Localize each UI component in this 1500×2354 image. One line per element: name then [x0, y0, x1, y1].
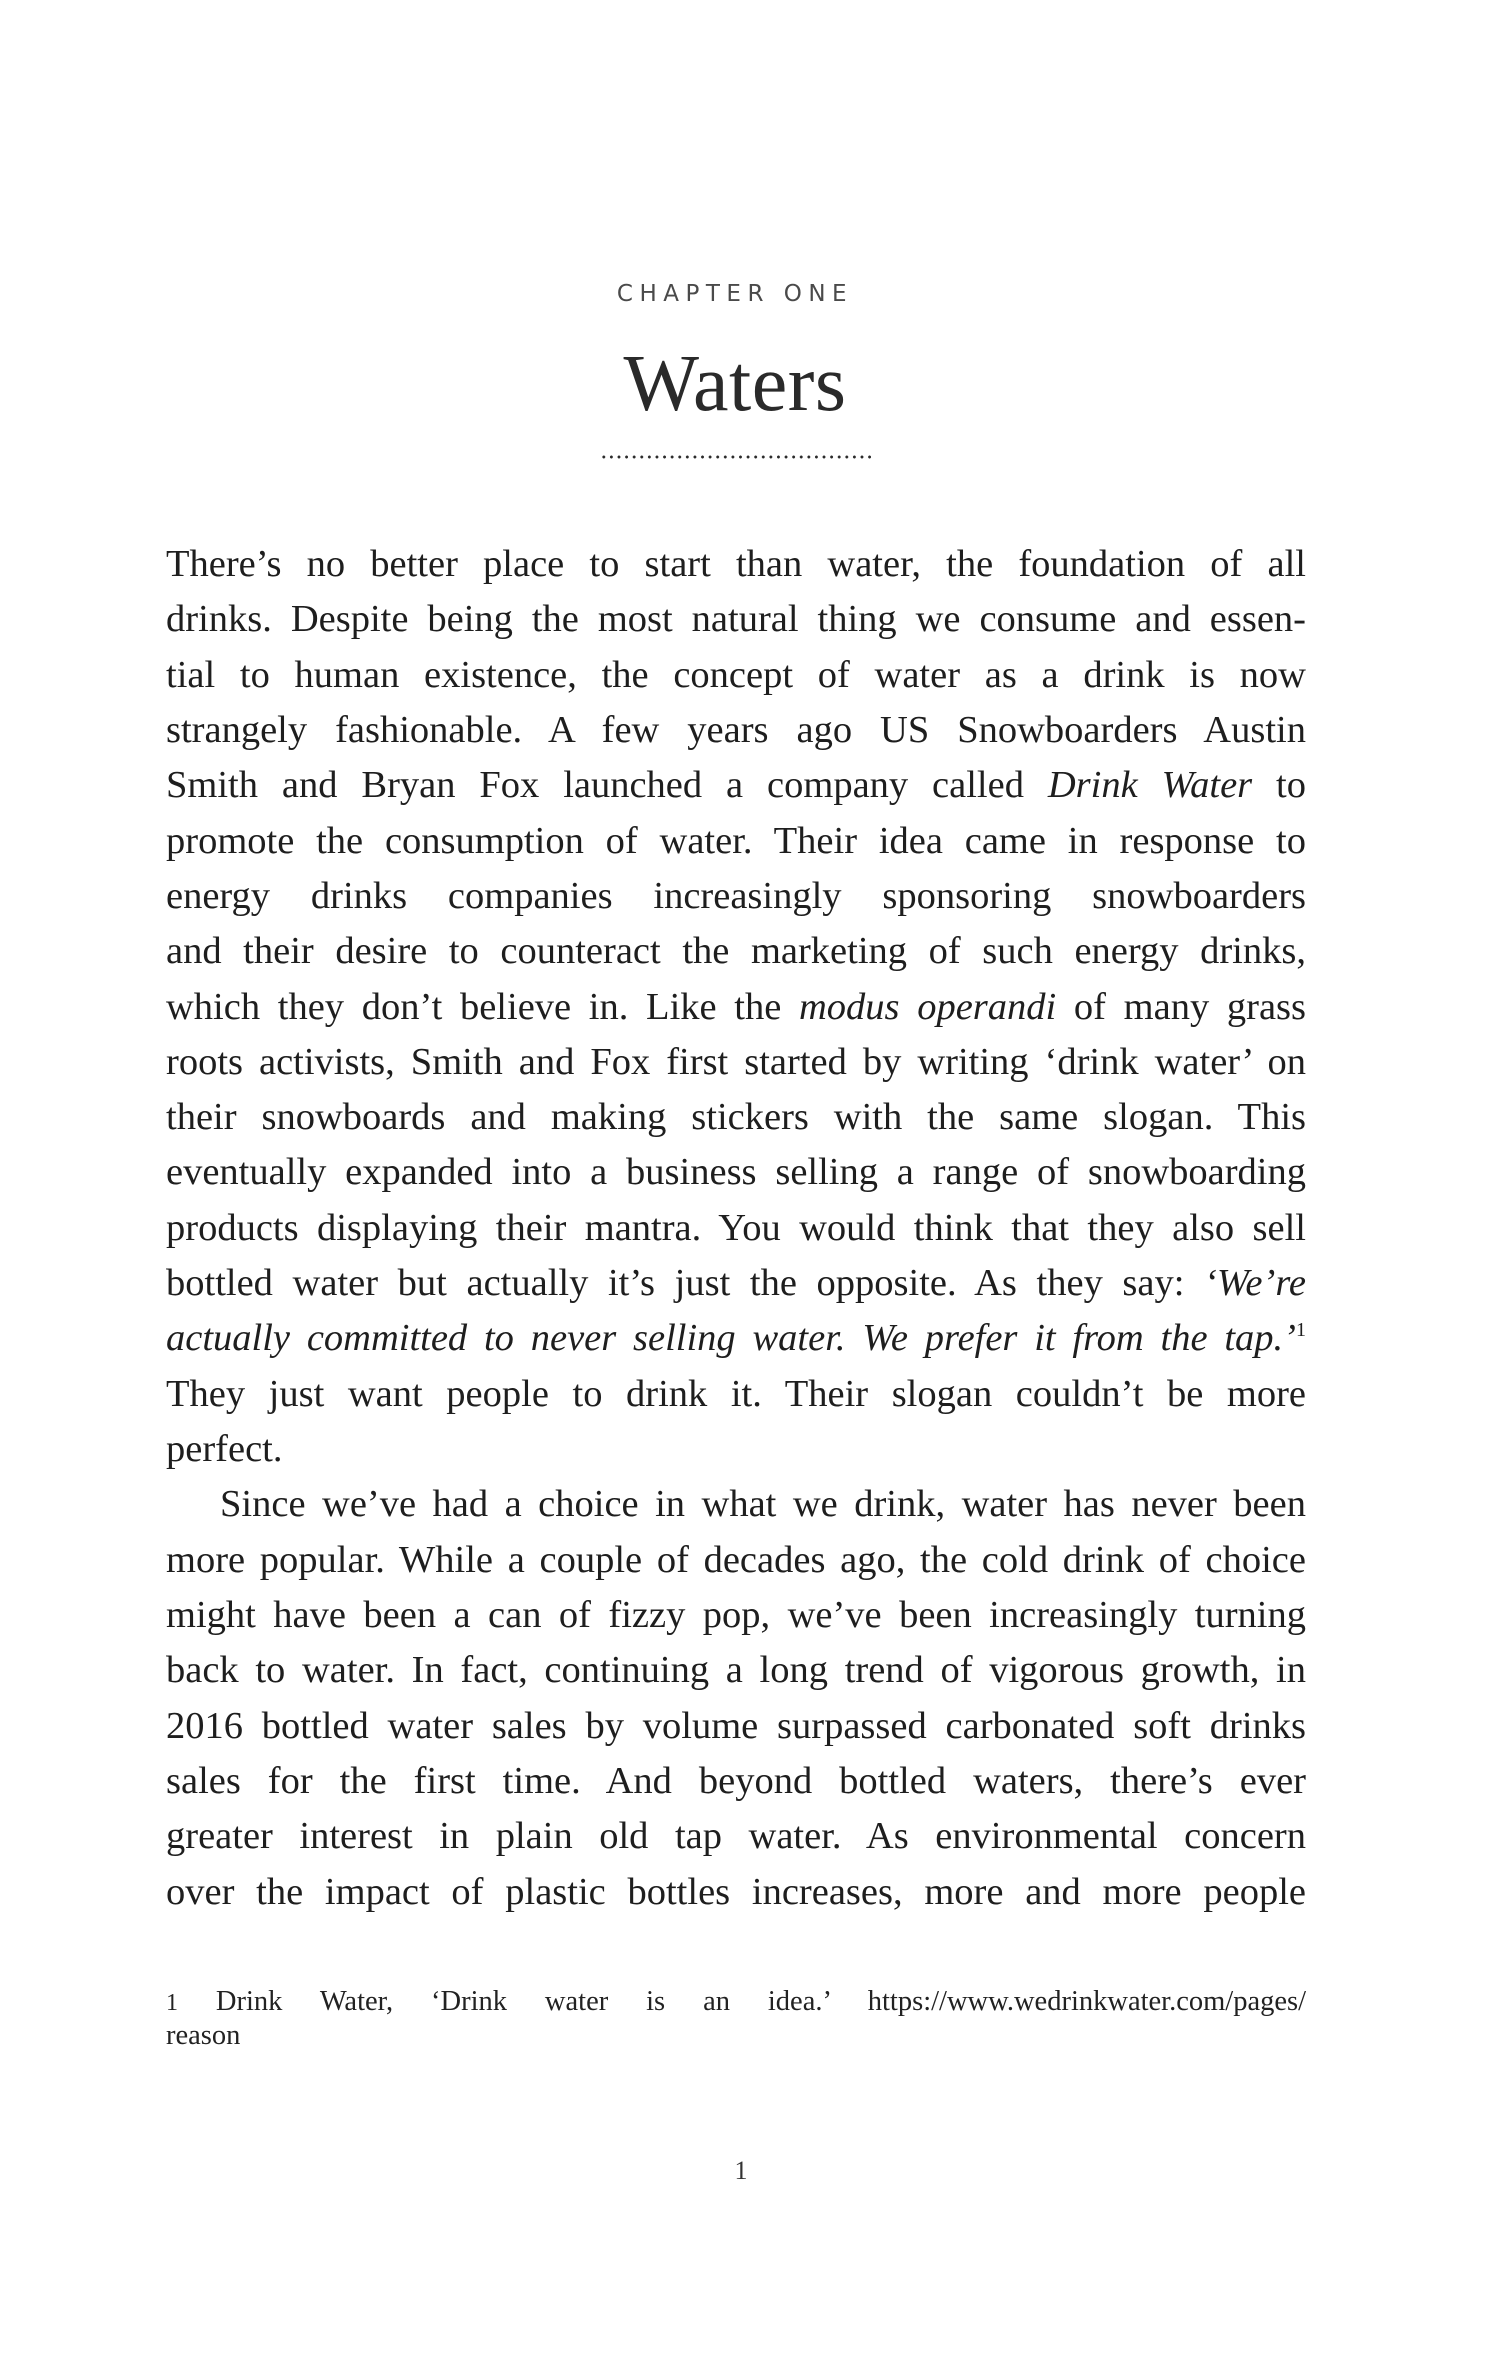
text-run: greater interest in plain old tap water. As environmental concern — [166, 1815, 1306, 1857]
text-run: energy drinks companies increasingly sponsoring snowboarders — [166, 875, 1306, 917]
page-number: 1 — [734, 2156, 748, 2185]
text-line — [166, 537, 1306, 592]
footnote-number: 1 — [166, 1990, 178, 2016]
text-run: eventually expanded into a business selling a range of snowboarding — [166, 1151, 1306, 1193]
text-line — [166, 1256, 1306, 1311]
text-line — [166, 924, 1306, 979]
text-run: their snowboards and making stickers with the same slogan. This — [166, 1096, 1306, 1138]
footnote-line-2 — [166, 2019, 1306, 2053]
text-run: 2016 bottled water sales by volume surpassed carbonated soft drinks — [166, 1705, 1306, 1747]
italic-quote: actually committed to never selling water. We prefer it from the tap.’ — [166, 1317, 1296, 1359]
text-line — [166, 1699, 1306, 1754]
text-run: strangely fashionable. A few years ago US Snowboarders Austin — [166, 709, 1306, 751]
text-line — [166, 703, 1306, 758]
text-line — [166, 1865, 1306, 1920]
text-run: back to water. In fact, continuing a long trend of vigorous growth, in — [166, 1649, 1306, 1691]
text-run: There’s no better place to start than water, the foundation of all — [166, 543, 1306, 585]
italic-company-name: Drink Water — [1047, 764, 1253, 806]
text-line — [166, 1477, 1306, 1532]
text-run: sales for the first time. And beyond bottled waters, there’s ever — [166, 1760, 1306, 1802]
text-run: might have been a can of fizzy pop, we’ve been increasingly turning — [166, 1594, 1306, 1636]
text-line — [166, 1090, 1306, 1145]
text-run: roots activists, Smith and Fox first started by writing ‘drink water’ on — [166, 1041, 1306, 1083]
text-line — [166, 1367, 1306, 1422]
text-line — [166, 1754, 1306, 1809]
text-line — [166, 980, 1306, 1035]
text-line — [166, 648, 1306, 703]
text-line — [166, 869, 1306, 924]
text-line — [166, 1533, 1306, 1588]
footnote-reference[interactable]: 1 — [1296, 1319, 1306, 1341]
text-run: more popular. While a couple of decades ago, the cold drink of choice — [166, 1539, 1306, 1581]
footnote-text: Drink Water, ‘Drink water is an idea.’ https://www.wedrinkwater.com/pages/ — [215, 1986, 1306, 2017]
text-run: perfect. — [166, 1428, 283, 1470]
text-line — [166, 1643, 1306, 1698]
text-line — [166, 1588, 1306, 1643]
text-run: Since we’ve had a choice in what we drink, water has never been — [220, 1483, 1306, 1525]
italic-quote: ‘We’re — [1204, 1262, 1306, 1304]
text-line — [166, 1809, 1306, 1864]
text-line — [166, 592, 1306, 647]
text-run: and their desire to counteract the marketing of such energy drinks, — [166, 930, 1306, 972]
text-line — [166, 1145, 1306, 1200]
text-line — [166, 814, 1306, 869]
text-run: They just want people to drink it. Their slogan couldn’t be more — [166, 1373, 1306, 1415]
text-line — [166, 1201, 1306, 1256]
text-run: promote the consumption of water. Their idea came in response to — [166, 820, 1306, 862]
text-line — [166, 1035, 1306, 1090]
text-line — [166, 1311, 1306, 1366]
title-dotted-rule — [600, 455, 872, 459]
text-run: products displaying their mantra. You would think that they also sell — [166, 1207, 1306, 1249]
text-run: drinks. Despite being the most natural thing we consume and essen- — [166, 598, 1306, 640]
text-run: Smith and Bryan Fox launched a company called — [166, 764, 1048, 806]
chapter-title: Waters — [623, 340, 847, 428]
text-run: which they don’t believe in. Like the — [166, 986, 799, 1028]
text-line — [166, 758, 1306, 813]
text-run: bottled water but actually it’s just the opposite. As they say: — [166, 1262, 1205, 1304]
text-run: tial to human existence, the concept of water as a drink is now — [166, 654, 1306, 696]
text-run: over the impact of plastic bottles increases, more and more people — [166, 1871, 1306, 1913]
text-run: to — [1252, 764, 1307, 806]
italic-latin-phrase: modus operandi — [799, 986, 1057, 1028]
footnote-line-1 — [166, 1985, 1306, 2019]
text-line — [166, 1422, 1306, 1477]
text-run: of many grass — [1056, 986, 1306, 1028]
footnote-text-continued: reason — [166, 2020, 241, 2051]
chapter-label: CHAPTER ONE — [616, 281, 854, 307]
